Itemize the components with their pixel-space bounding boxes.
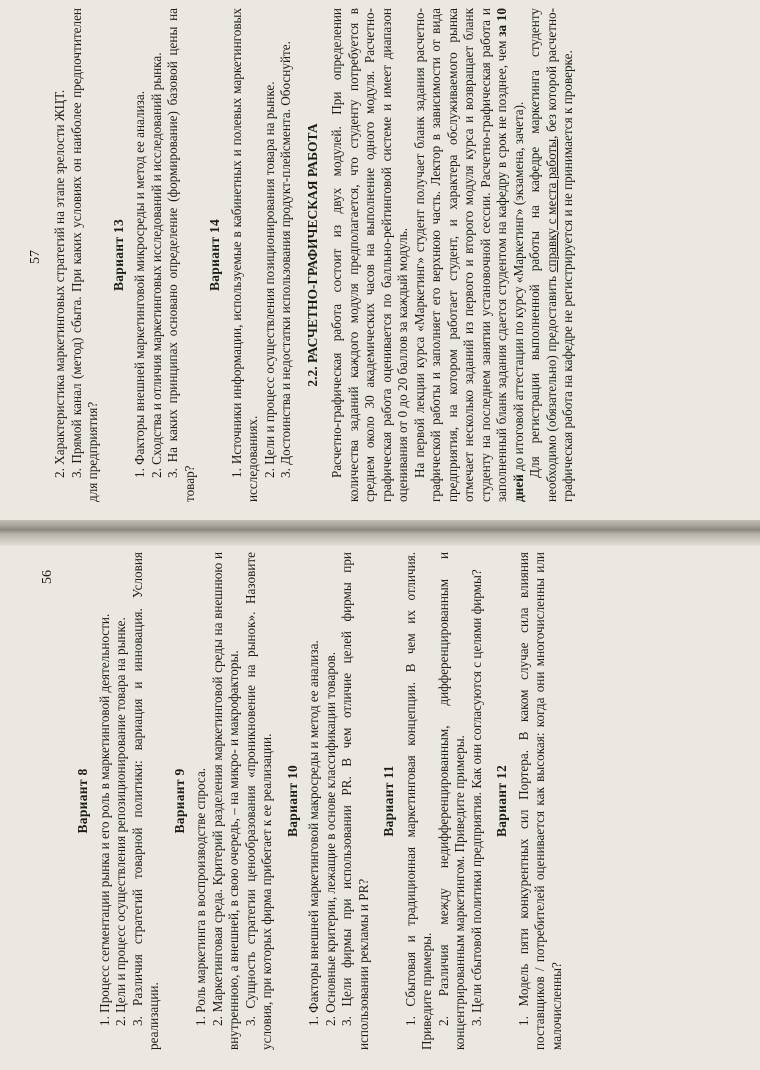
para-2-text-end: до итоговой аттестации по курсу «Маркетинг» (экзамена, зачета). [510,101,526,475]
page-number: 56 [40,570,55,584]
variant-11-q2: 2. Различия между недифференцированным, дифференцированным и концентрированным маркетингом. Приведите примеры. [435,552,467,1050]
variant-12-q2: 2. Характеристика маркетинговых стратегий на этапе зрелости ЖЦТ. [52,89,67,478]
deadline-emphasis: за 10 дней [494,8,526,502]
variant-11-title: Вариант 11 [381,765,396,837]
variant-14-q1: 1. Источники информации, используемые в кабинетных и полевых маркетинговых исследованиях. [228,8,260,502]
variant-8-title: Вариант 8 [75,768,90,834]
variant-9-q2: 2. Маркетинговая среда. Критерий разделения маркетинговой среды на внешнюю и внутреннюю, а внешней, в свою очередь, – на микро- и макрофакторы. [209,552,241,1050]
workplace-certificate: справку с места работы [543,138,559,273]
page-57-content [52,8,577,502]
variant-8-q2: 2. Цели и процесс осуществления репозиционирование товара на рынке. [113,617,128,1026]
para-2-text: На первой лекции курса «Маркетинг» студент получает бланк задания расчетно-графической работы и заполняет его верхнюю часть. Лектор в зависимости от вида предприятия, на котором работает студент, и характера обслуживаемого рынка отмечает несколько заданий из первого и второго модуля курса и возвращает бланк студенту на последнем занятии установочной сессии. Расчетно-графическая работа и заполненный бланк задания сдается студентом на кафедру в срок не позднее, чем [411,8,509,502]
variant-11-q3: 3. Цели сбытовой политики предприятия. Как они согласуются с целями фирмы? [468,569,484,1026]
para-3-text: Для регистрации выполненной работы на кафедре маркетинга студенту необходимо (обязательно) предоставить [527,8,559,502]
para-3-text-end: , без которой расчетно-графическая работа на кафедре не регистрируется и не принимается к проверке. [543,8,575,502]
page-56 [0,538,760,1070]
variant-10-q3: 3. Цели фирмы при использовании PR. В чем отличие целей фирмы при использовании рекламы и PR? [339,552,371,1050]
section-para-1: Расчетно-графическая работа состоит из двух модулей. При определении количества заданий каждого модуля предполагается, что студенту потребуется в среднем около 30 академических часов на выполнение одного модуля. Расчетно-графическая работа оценивается по балльно-рейтинговой системе и имеет диапазон оценивания от 0 до 20 баллов за каждый модуль. [329,8,410,502]
variant-10-q1: 1. Факторы внешней маркетинговой макросреды и метод ее анализа. [306,640,321,1026]
variant-13-q3: 3. На каких принципах основано определение (формирование) базовой цены на товар? [165,8,197,502]
section-para-2 [412,8,528,502]
variant-14-q2: 2. Цели и процесс осуществления позиционирования товара на рынке. [261,81,277,478]
page-57 [0,0,760,520]
variant-8-q3: 3. Различия стратегий товарной политики: вариация и инновация. Условия реализации. [129,552,161,1050]
variant-11-q1: 1. Сбытовая и традиционная маркетинговая концепции. В чем их отличия. Приведите примеры. [402,552,434,1050]
page-number: 57 [28,250,43,264]
section-para-3 [527,8,577,502]
variant-14-title: Вариант 14 [207,218,222,292]
page-56-content [66,552,565,1050]
variant-8-q1: 1. Процесс сегментации рынка и его роль в маркетинговой деятельности. [96,613,112,1026]
section-title: 2.2. РАСЧЕТНО-ГРАФИЧЕСКАЯ РАБОТА [304,123,320,387]
variant-9-q3: 3. Сущность стратегии ценообразования «проникновение на рынок». Назовите условия, при которых фирма прибегает к ее реализации. [242,552,274,1050]
variant-12-q1: 1. Модель пяти конкурентных сил Портера. В каком случае сила влияния поставщиков / потребителей оценивается как высокая: когда они многочисленны или малочисленны? [515,552,564,1050]
variant-14-q3: 3. Достоинства и недостатки использования продукт-плейсмента. Обоснуйте. [278,41,293,478]
variant-12-title: Вариант 12 [494,764,509,838]
variant-13-title: Вариант 13 [110,218,126,292]
variant-9-title: Вариант 9 [171,768,187,834]
variant-9-q1: 1. Роль маркетинга в воспроизводстве спроса. [193,767,208,1026]
variant-12-q3: 3. Прямой канал (метод) сбыта. При каких условиях он наиболее предпочтителен для предприятия? [68,8,100,502]
variant-10-q2: 2. Основные критерии, лежащие в основе классификации товаров. [322,651,338,1026]
variant-10-title: Вариант 10 [284,764,300,838]
variant-13-q1: 1. Факторы внешней маркетинговой микросреды и метод ее анализа. [132,90,147,478]
variant-13-q2: 2. Сходства и отличия маркетинговых исследований и исследований рынка. [148,52,164,478]
